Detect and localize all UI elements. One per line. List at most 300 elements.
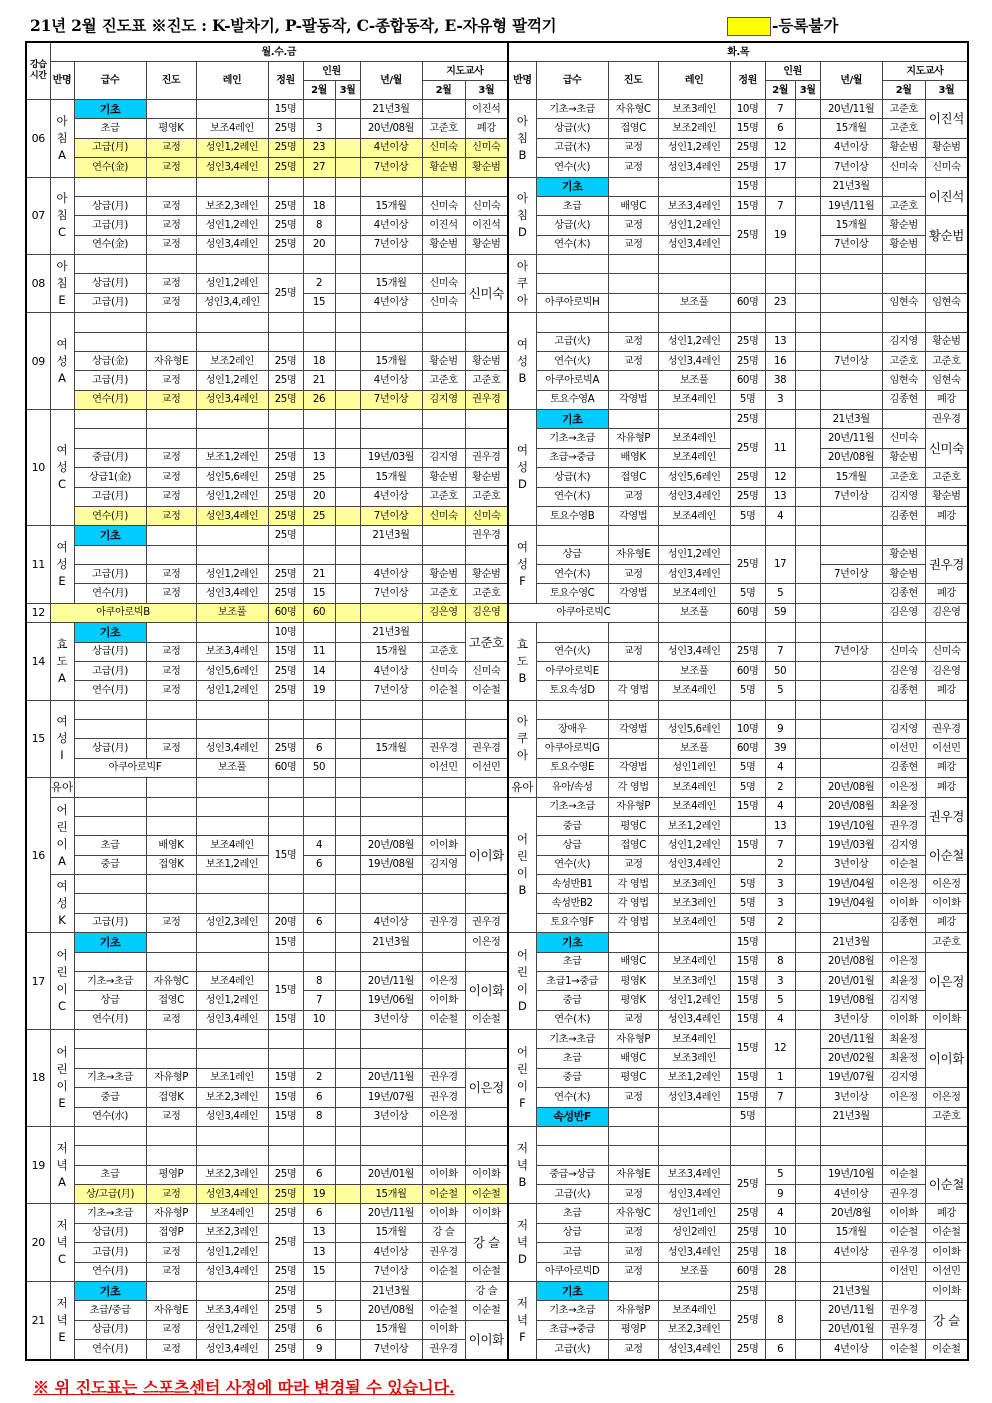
table-cell: 이이화 <box>422 1204 465 1223</box>
table-cell: 보조1,2레인 <box>196 448 268 467</box>
table-cell: 기초→초급 <box>74 1204 146 1223</box>
table-cell <box>335 1320 360 1339</box>
table-cell: 상급(月) <box>74 739 146 758</box>
table-cell <box>608 526 658 545</box>
table-cell: 교정 <box>608 1223 658 1242</box>
table-cell: 5명 <box>730 584 765 603</box>
table-cell: 20년/11월 <box>820 1030 882 1049</box>
table-cell <box>196 1126 268 1145</box>
table-cell <box>303 1030 335 1049</box>
table-cell <box>196 952 268 971</box>
table-cell: 이순철 <box>925 1223 968 1242</box>
table-cell: 20 <box>303 487 335 506</box>
table-cell: 고준호 <box>925 1107 968 1126</box>
table-cell: 06 <box>26 100 50 178</box>
table-cell <box>536 623 608 642</box>
table-cell <box>795 1301 820 1340</box>
progress-header: 진도 <box>146 62 196 100</box>
table-cell: 성인3,4레인 <box>658 1010 730 1029</box>
table-cell: 자유형E <box>146 1301 196 1320</box>
table-cell: 폐강 <box>925 506 968 525</box>
table-row <box>26 506 968 525</box>
table-cell: 20년/11월 <box>820 1301 882 1320</box>
table-cell <box>765 410 795 429</box>
table-cell: 20년/11월 <box>820 100 882 119</box>
table-cell: 각 영법 <box>608 913 658 932</box>
level-header: 급수 <box>74 62 146 100</box>
table-cell <box>74 255 146 274</box>
table-cell: 25명 <box>268 468 303 487</box>
table-cell: 성인5,6레인 <box>196 468 268 487</box>
table-cell: 26 <box>303 390 335 409</box>
table-cell: 성인1,2레인 <box>196 681 268 700</box>
table-cell: 교정 <box>608 158 658 177</box>
table-cell: 17 <box>765 545 795 584</box>
table-cell: 초급/중급 <box>74 1301 146 1320</box>
table-cell: 이이화 <box>465 1204 508 1223</box>
table-cell: 7년이상 <box>360 584 422 603</box>
table-cell: 기초→초급 <box>536 797 608 816</box>
table-row <box>26 1320 968 1339</box>
table-cell <box>795 913 820 932</box>
table-cell: 14 <box>26 623 50 701</box>
table-row <box>26 739 968 758</box>
table-cell: 교정 <box>146 1243 196 1262</box>
table-cell: 교정 <box>146 1320 196 1339</box>
table-cell: 접영C <box>146 991 196 1010</box>
table-cell: 25명 <box>268 526 303 545</box>
table-cell: 5명 <box>730 681 765 700</box>
table-cell <box>335 933 360 952</box>
table-cell <box>303 1146 335 1165</box>
table-cell: 교정 <box>608 487 658 506</box>
table-cell: 성인1,2레인 <box>658 138 730 157</box>
table-cell: 보조2,3레인 <box>196 1223 268 1242</box>
table-cell: 황순범 <box>422 158 465 177</box>
table-cell <box>465 1126 508 1145</box>
table-cell: 15개월 <box>820 119 882 138</box>
table-cell: 25명 <box>268 119 303 138</box>
table-cell <box>422 100 465 119</box>
table-cell: 13 <box>303 1243 335 1262</box>
table-cell <box>422 875 465 894</box>
table-cell <box>146 778 196 797</box>
table-cell <box>74 410 146 429</box>
table-cell: 고준호 <box>882 196 925 215</box>
table-cell <box>795 778 820 797</box>
table-cell <box>882 1126 925 1145</box>
table-cell <box>74 816 146 835</box>
table-cell: 25명 <box>730 1223 765 1242</box>
table-row <box>26 836 968 855</box>
table-cell: 15명 <box>730 1030 765 1069</box>
table-cell <box>820 545 882 564</box>
table-cell <box>820 293 882 312</box>
table-cell: 20년/08월 <box>820 448 882 467</box>
table-cell: 20년/11월 <box>360 971 422 990</box>
table-cell: 각영법 <box>608 758 658 777</box>
table-cell <box>335 1049 360 1068</box>
table-cell <box>925 255 968 274</box>
table-cell: 교정 <box>146 913 196 932</box>
table-cell: 8 <box>303 971 335 990</box>
table-cell: 연수(木) <box>536 565 608 584</box>
table-cell: 중급 <box>74 1088 146 1107</box>
table-cell <box>146 332 196 351</box>
table-cell: 초급 <box>74 119 146 138</box>
table-cell: 이이화 <box>925 1010 968 1029</box>
table-row <box>26 1146 968 1165</box>
table-cell <box>74 177 146 196</box>
table-cell <box>608 410 658 429</box>
table-cell <box>730 1126 765 1145</box>
table-cell: 폐강 <box>925 390 968 409</box>
table-cell: 상급 <box>74 991 146 1010</box>
table-cell: 보조4레인 <box>658 584 730 603</box>
table-cell: 아 침 D <box>508 177 536 255</box>
table-cell: 보조4레인 <box>196 1204 268 1223</box>
table-row <box>26 196 968 215</box>
table-cell <box>360 603 422 622</box>
table-cell: 보조1레인 <box>196 1068 268 1087</box>
table-cell: 고준호 <box>925 468 968 487</box>
table-cell <box>268 313 303 332</box>
table-cell: 이이화 <box>925 894 968 913</box>
table-cell: 김종현 <box>882 390 925 409</box>
table-cell: 15명 <box>730 971 765 990</box>
table-cell: 어 린 이 A <box>50 797 74 875</box>
table-cell: 15개월 <box>360 1223 422 1242</box>
table-cell: 7 <box>303 991 335 1010</box>
table-cell: 속성반F <box>536 1107 608 1126</box>
table-cell <box>196 429 268 448</box>
table-cell <box>360 313 422 332</box>
table-cell: 2 <box>303 1068 335 1087</box>
table-cell: 황순범 <box>882 216 925 235</box>
table-cell: 중급(月) <box>74 448 146 467</box>
table-cell <box>268 255 303 274</box>
table-cell: 황순범 <box>422 351 465 370</box>
table-cell: 20년/08월 <box>820 952 882 971</box>
table-cell: 20년/11월 <box>820 429 882 448</box>
feb-header: 2월 <box>422 81 465 100</box>
table-cell: 교정 <box>146 448 196 467</box>
table-row <box>26 410 968 429</box>
table-cell <box>74 700 146 719</box>
table-cell: 황순범 <box>465 158 508 177</box>
table-cell: 성인3,4,레인 <box>196 293 268 312</box>
table-cell: 아쿠아로빅F <box>74 758 196 777</box>
table-cell <box>335 952 360 971</box>
table-cell: 성인1,2레인 <box>658 991 730 1010</box>
table-cell: 25명 <box>730 487 765 506</box>
table-cell <box>146 797 196 816</box>
table-cell: 3 <box>765 875 795 894</box>
table-cell <box>795 119 820 138</box>
table-cell <box>608 1146 658 1165</box>
table-cell <box>882 274 925 293</box>
table-cell <box>335 1243 360 1262</box>
table-cell: 15명 <box>730 952 765 971</box>
table-cell: 4 <box>303 836 335 855</box>
table-cell: 여 성 F <box>508 526 536 604</box>
table-cell: 21 <box>26 1281 50 1360</box>
table-cell: 보조풀 <box>658 293 730 312</box>
table-cell: 15명 <box>268 642 303 661</box>
table-cell: 어 린 이 E <box>50 1030 74 1127</box>
table-cell: 평영K <box>146 119 196 138</box>
table-cell: 15명 <box>730 119 765 138</box>
table-cell: 유아 <box>50 778 74 797</box>
table-cell <box>422 526 465 545</box>
table-cell: 7년이상 <box>820 351 882 370</box>
table-cell: 21년3월 <box>360 1281 422 1300</box>
table-cell: 초급 <box>536 952 608 971</box>
table-cell: 25명 <box>268 1281 303 1300</box>
table-cell <box>608 1281 658 1300</box>
table-cell: 성인1,2레인 <box>196 138 268 157</box>
table-cell: 폐강 <box>465 119 508 138</box>
table-row <box>26 952 968 971</box>
table-cell: 25명 <box>730 1243 765 1262</box>
table-cell <box>335 778 360 797</box>
table-cell: 25 <box>303 506 335 525</box>
table-cell: 고준호 <box>422 584 465 603</box>
table-cell <box>335 720 360 739</box>
table-cell: 신미숙 <box>422 196 465 215</box>
table-cell: 5명 <box>730 894 765 913</box>
table-cell: 기초 <box>74 1281 146 1300</box>
table-cell: 6 <box>303 855 335 874</box>
table-cell <box>795 196 820 215</box>
table-cell: 25명 <box>268 371 303 390</box>
table-cell: 11 <box>765 429 795 468</box>
table-cell: 보조3레인 <box>658 971 730 990</box>
table-cell: 17 <box>26 933 50 1030</box>
table-cell: 각영법 <box>608 584 658 603</box>
table-cell <box>74 1126 146 1145</box>
table-cell: 이은정 <box>465 1068 508 1107</box>
table-cell: 12 <box>765 468 795 487</box>
table-cell <box>335 603 360 622</box>
table-cell <box>303 332 335 351</box>
table-cell: 기초→초급 <box>536 1030 608 1049</box>
table-cell <box>74 313 146 332</box>
table-cell <box>658 313 730 332</box>
table-cell: 5명 <box>730 778 765 797</box>
table-cell <box>882 526 925 545</box>
table-cell: 상급(火) <box>536 216 608 235</box>
table-cell: 7 <box>765 836 795 855</box>
table-cell: 기초→초급 <box>536 429 608 448</box>
table-cell: 고급(月) <box>74 661 146 680</box>
table-cell <box>335 1088 360 1107</box>
table-cell: 25명 <box>730 1281 765 1300</box>
table-cell: 보조풀 <box>658 603 730 622</box>
table-row <box>26 313 968 332</box>
table-cell: 3 <box>765 894 795 913</box>
table-cell: 기초 <box>74 100 146 119</box>
table-cell <box>335 642 360 661</box>
table-cell: 권우경 <box>422 1243 465 1262</box>
table-cell <box>608 274 658 293</box>
table-cell: 상급(月) <box>74 196 146 215</box>
table-cell: 12 <box>26 603 50 622</box>
table-cell: 연수(火) <box>536 855 608 874</box>
table-cell: 보조3레인 <box>658 875 730 894</box>
table-cell <box>465 545 508 564</box>
capacity-header: 정원 <box>730 62 765 100</box>
table-cell: 19년/06월 <box>360 991 422 1010</box>
table-cell <box>335 1223 360 1242</box>
table-cell: 보조3,4레인 <box>196 1301 268 1320</box>
table-cell: 황순범 <box>882 448 925 467</box>
table-cell: 최윤정 <box>882 1030 925 1049</box>
table-cell <box>303 720 335 739</box>
table-cell: 신미숙 <box>925 158 968 177</box>
table-cell: 교정 <box>146 158 196 177</box>
table-cell <box>268 700 303 719</box>
table-cell: 성인3,4레인 <box>658 1185 730 1204</box>
table-cell: 이이화 <box>465 836 508 875</box>
table-cell <box>608 313 658 332</box>
table-cell <box>422 1049 465 1068</box>
table-cell <box>335 797 360 816</box>
table-cell <box>465 1107 508 1126</box>
table-cell: 9 <box>303 1340 335 1361</box>
table-cell <box>536 1146 608 1165</box>
table-cell: 보조풀 <box>658 739 730 758</box>
table-cell: 4년이상 <box>360 293 422 312</box>
table-cell <box>795 177 820 196</box>
table-cell <box>608 1107 658 1126</box>
table-cell: 권우경 <box>882 1301 925 1320</box>
table-cell <box>335 410 360 429</box>
table-cell: 아쿠아로빅H <box>536 293 608 312</box>
table-cell <box>820 313 882 332</box>
table-cell <box>268 1146 303 1165</box>
table-cell <box>730 526 765 545</box>
table-cell <box>335 700 360 719</box>
table-cell <box>730 700 765 719</box>
table-cell: 권우경 <box>925 410 968 429</box>
table-cell: 각 영법 <box>608 875 658 894</box>
table-row <box>26 720 968 739</box>
table-cell <box>335 351 360 370</box>
table-cell <box>795 642 820 661</box>
table-cell <box>820 603 882 622</box>
table-row <box>26 1223 968 1242</box>
table-cell: 아쿠아로빅C <box>508 603 658 622</box>
table-cell <box>795 797 820 816</box>
headcount-header: 인원 <box>765 62 820 81</box>
time-header: 강습시간 <box>26 42 50 100</box>
table-cell: 신미숙 <box>422 293 465 312</box>
table-cell: 16 <box>765 351 795 370</box>
table-cell: 신미숙 <box>422 138 465 157</box>
table-cell: 7년이상 <box>360 1262 422 1281</box>
table-cell: 중급 <box>536 816 608 835</box>
table-cell: 25명 <box>730 545 765 584</box>
table-cell <box>882 177 925 196</box>
table-cell: 2 <box>765 778 795 797</box>
table-cell: 최윤정 <box>882 971 925 990</box>
table-cell: 권우경 <box>882 816 925 835</box>
table-cell: 평영C <box>608 816 658 835</box>
table-cell <box>360 332 422 351</box>
table-cell: 8 <box>303 1107 335 1126</box>
table-cell <box>536 1126 608 1145</box>
table-cell <box>335 855 360 874</box>
table-cell <box>795 545 820 584</box>
table-cell: 상급(木) <box>536 468 608 487</box>
table-cell: 15개월 <box>360 1185 422 1204</box>
table-row <box>26 1185 968 1204</box>
table-cell: 평영P <box>608 1320 658 1339</box>
table-cell: 연수(月) <box>74 1262 146 1281</box>
table-cell: 성인1,2레인 <box>658 545 730 564</box>
table-cell: 21년3월 <box>360 933 422 952</box>
table-cell <box>360 875 422 894</box>
table-cell: 권우경 <box>422 1068 465 1087</box>
table-cell: 7년이상 <box>360 158 422 177</box>
table-cell: 이이화 <box>422 1320 465 1339</box>
table-cell: 속성반B2 <box>536 894 608 913</box>
table-cell <box>196 545 268 564</box>
table-cell <box>422 1146 465 1165</box>
table-cell <box>658 1281 730 1300</box>
table-cell: 보조3레인 <box>658 1049 730 1068</box>
table-cell <box>795 700 820 719</box>
table-cell: 25명 <box>268 1185 303 1204</box>
table-cell: 여 성 K <box>50 875 74 933</box>
table-cell: 자유형P <box>608 429 658 448</box>
table-cell: 09 <box>26 313 50 410</box>
table-cell: 4년이상 <box>820 1340 882 1361</box>
table-cell <box>146 526 196 545</box>
table-cell <box>422 332 465 351</box>
table-cell: 19년/10월 <box>820 1165 882 1184</box>
table-cell: 39 <box>765 739 795 758</box>
table-cell: 4년이상 <box>360 371 422 390</box>
table-cell <box>268 1049 303 1068</box>
table-cell <box>765 933 795 952</box>
table-cell: 저 녁 A <box>50 1126 74 1204</box>
table-cell: 저 녁 C <box>50 1204 74 1282</box>
table-cell: 교정 <box>608 642 658 661</box>
table-cell: 고준호 <box>882 119 925 138</box>
table-cell: 황순범 <box>422 235 465 254</box>
table-cell: 5 <box>765 1165 795 1184</box>
table-cell <box>795 1030 820 1069</box>
table-cell <box>730 816 765 835</box>
feb-header: 2월 <box>882 81 925 100</box>
table-cell: 15개월 <box>360 1320 422 1339</box>
table-cell: 보조4레인 <box>658 913 730 932</box>
table-cell <box>335 468 360 487</box>
table-cell: 교정 <box>608 855 658 874</box>
table-cell: 보조2,3레인 <box>196 196 268 215</box>
table-cell: 토요수영C <box>536 584 608 603</box>
table-cell: 20년/08월 <box>360 836 422 855</box>
table-cell: 강 슬 <box>422 1223 465 1242</box>
table-cell: 황순범 <box>465 235 508 254</box>
table-cell: 4년이상 <box>360 487 422 506</box>
table-cell: 8 <box>765 952 795 971</box>
table-cell <box>765 623 795 642</box>
table-cell <box>335 894 360 913</box>
table-cell: 접영C <box>608 119 658 138</box>
